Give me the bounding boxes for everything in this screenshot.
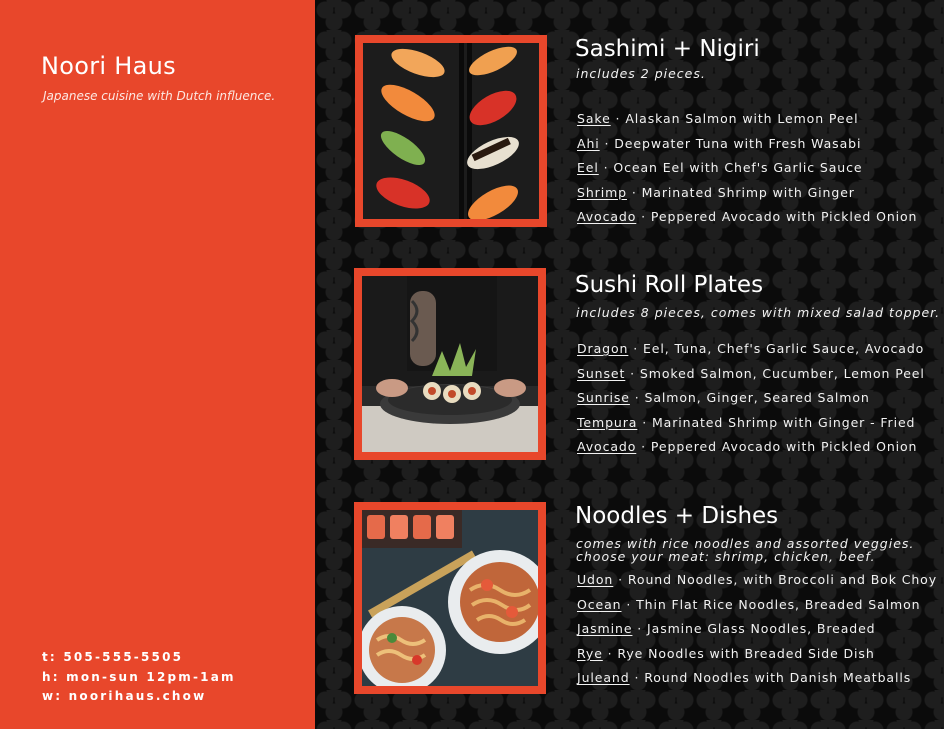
menu-item-desc: Rye Noodles with Breaded Side Dish [617,645,875,661]
menu-item-desc: Eel, Tuna, Chef's Garlic Sauce, Avocado [642,341,925,356]
menu-list-sushi-rolls [577,341,925,464]
brand-tagline: Japanese cuisine with Dutch influence. [43,89,276,103]
menu-item-desc: Jasmine Glass Noodles, Breaded [647,621,876,637]
menu-item-name-rye[interactable]: Rye [577,645,603,661]
menu-item: Sunrise · Salmon, Ginger, Seared Salmon [577,390,870,406]
menu-list-sashimi [577,111,917,234]
brand-name: Noori Haus [41,52,176,80]
menu-item: Sake · Alaskan Salmon with Lemon Peel [577,111,859,126]
menu-item: Sunset · Smoked Salmon, Cucumber, Lemon Peel [577,365,925,381]
menu-item: Rye · Rye Noodles with Breaded Side Dish [577,645,875,661]
sashimi-photo-frame [355,35,547,227]
menu-item: Tempura · Marinated Shrimp with Ginger - Fried [577,414,916,430]
menu-item-name-ocean[interactable]: Ocean [577,596,622,612]
menu-item-name-shrimp[interactable]: Shrimp [577,184,627,200]
menu-item-desc: Alaskan Salmon with Lemon Peel [625,111,859,126]
sashimi-photo [363,43,539,219]
menu-item: Udon · Round Noodles, with Broccoli and Bok Choy [577,572,938,587]
menu-item-name-sake[interactable]: Sake [577,111,611,126]
menu-item-desc: Salmon, Ginger, Seared Salmon [644,390,870,406]
menu-item-desc: Deepwater Tuna with Fresh Wasabi [614,135,862,151]
menu-item-name-jasmine[interactable]: Jasmine [577,621,633,637]
menu-item: Ahi · Deepwater Tuna with Fresh Wasabi [577,135,862,151]
menu-item: Juleand · Round Noodles with Danish Meatballs [577,670,912,686]
menu-item-name-avocado-roll[interactable]: Avocado [577,439,637,455]
menu-item-desc: Peppered Avocado with Pickled Onion [650,209,918,225]
menu-item-name-sunset[interactable]: Sunset [577,365,626,381]
menu-item: Avocado · Peppered Avocado with Pickled Onion [577,439,918,455]
menu-item-name-juleand[interactable]: Juleand [577,670,630,686]
contact-phone[interactable]: t: 505-555-5505 [42,650,184,664]
menu-item-name-sunrise[interactable]: Sunrise [577,390,630,406]
menu-item-desc: Round Noodles with Danish Meatballs [644,670,912,686]
section-title-sashimi: Sashimi + Nigiri [575,36,760,62]
menu-item: Ocean · Thin Flat Rice Noodles, Breaded Salmon [577,596,921,612]
menu-item-name-ahi[interactable]: Ahi [577,135,600,151]
section-subtitle-sashimi: includes 2 pieces. [576,66,706,81]
menu-item: Dragon · Eel, Tuna, Chef's Garlic Sauce, Avocado [577,341,925,356]
section-subtitle-sushi-rolls: includes 8 pieces, comes with mixed salad topper. [576,305,941,320]
section-title-noodles: Noodles + Dishes [575,503,779,529]
brand-sidebar [0,0,315,729]
menu-item-desc: Marinated Shrimp with Ginger - Fried [651,414,916,430]
menu-item-desc: Thin Flat Rice Noodles, Breaded Salmon [636,596,921,612]
sushi-roll-photo [362,276,538,452]
menu-item-name-avocado[interactable]: Avocado [577,209,637,225]
menu-item-desc: Marinated Shrimp with Ginger [641,184,855,200]
contact-website[interactable]: w: noorihaus.chow [42,689,207,703]
menu-item-name-udon[interactable]: Udon [577,572,614,587]
section-subtitle-noodles: comes with rice noodles and assorted veggies. choose your meat: shrimp, chicken, beef. [576,536,915,564]
menu-item: Jasmine · Jasmine Glass Noodles, Breaded [577,621,876,637]
sushi-roll-photo-frame [354,268,546,460]
menu-item-desc: Round Noodles, with Broccoli and Bok Choy [627,572,938,587]
menu-item: Shrimp · Marinated Shrimp with Ginger [577,184,855,200]
menu-item-name-dragon[interactable]: Dragon [577,341,629,356]
menu-list-noodles [577,572,937,695]
contact-info [42,648,236,707]
menu-item-desc: Ocean Eel with Chef's Garlic Sauce [613,160,863,176]
noodles-photo-frame [354,502,546,694]
menu-item-name-tempura[interactable]: Tempura [577,414,638,430]
section-title-sushi-rolls: Sushi Roll Plates [575,272,764,298]
menu-item-desc: Smoked Salmon, Cucumber, Lemon Peel [639,365,925,381]
menu-item: Eel · Ocean Eel with Chef's Garlic Sauce [577,160,863,176]
menu-item: Avocado · Peppered Avocado with Pickled Onion [577,209,918,225]
menu-item-name-eel[interactable]: Eel [577,160,599,176]
noodles-photo [362,510,538,686]
contact-hours: h: mon-sun 12pm-1am [42,669,236,684]
menu-item-desc: Peppered Avocado with Pickled Onion [650,439,918,455]
